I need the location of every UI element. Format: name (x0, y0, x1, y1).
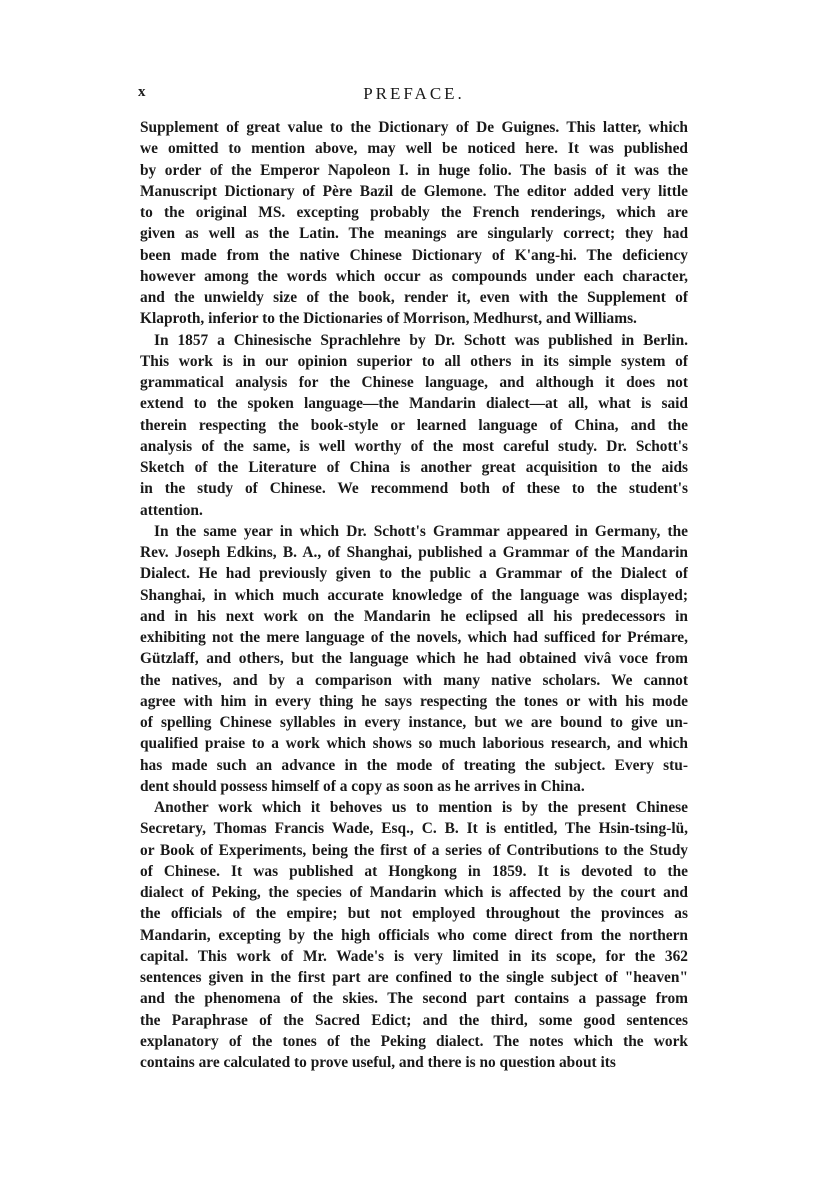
body-text (140, 117, 688, 1073)
text-line: of Chinese. It was published at Hongkong in 1859. It is devoted to the (140, 862, 688, 880)
text-line: grammatical analysis for the Chinese language, and although it does not (140, 374, 688, 391)
text-line: analysis of the same, is well worthy of the most careful study. Dr. Schott's (140, 437, 688, 455)
text-line: dent should possess himself of a copy as soon as he arrives in China. (140, 777, 585, 795)
text-line: however among the words which occur as compounds under each character, (140, 267, 688, 285)
text-line: and in his next work on the Mandarin he eclipsed all his predecessors in (140, 607, 688, 625)
text-line: qualified praise to a work which shows so much laborious research, and which (140, 735, 688, 753)
text-line: explanatory of the tones of the Peking dialect. The notes which the work (140, 1032, 688, 1050)
running-head: PREFACE. (363, 84, 465, 103)
text-line: and the unwieldy size of the book, render it, even with the Supplement of (140, 289, 688, 306)
text-line: Rev. Joseph Edkins, B. A., of Shanghai, published a Grammar of the Mandarin (140, 544, 688, 561)
paragraph (140, 117, 688, 330)
text-line: of spelling Chinese syllables in every instance, but we are bound to give un- (140, 714, 688, 731)
text-line: dialect of Peking, the species of Mandarin which is affected by the court and (140, 884, 688, 901)
text-line: in the study of Chinese. We recommend both of these to the student's (140, 480, 688, 498)
text-line: Manuscript Dictionary of Père Bazil de Glemone. The editor added very little (140, 182, 688, 200)
text-line: or Book of Experiments, being the first of a series of Contributions to the Study (140, 841, 688, 859)
text-line: the Paraphrase of the Sacred Edict; and the third, some good sentences (140, 1011, 688, 1029)
paragraph (140, 797, 688, 1073)
text-line: Klaproth, inferior to the Dictionaries of Morrison, Medhurst, and Williams. (140, 310, 637, 328)
text-line: given as well as the Latin. The meanings are singularly correct; they had (140, 225, 688, 243)
page-number: x (138, 84, 146, 100)
text-line: Gützlaff, and others, but the language which he had obtained vivâ voce from (140, 650, 688, 668)
page-header (138, 84, 690, 106)
text-line: This work is in our opinion superior to all others in its simple system of (140, 352, 688, 370)
text-line: the officials of the empire; but not employed throughout the provinces as (140, 905, 688, 923)
text-line: we omitted to mention above, may well be noticed here. It was published (140, 140, 688, 158)
text-line: has made such an advance in the mode of treating the subject. Every stu- (140, 756, 688, 774)
text-line: Sketch of the Literature of China is another great acquisition to the aids (140, 459, 688, 476)
text-line: sentences given in the first part are confined to the single subject of "heaven" (140, 969, 688, 986)
paragraph (140, 330, 688, 521)
text-line: by order of the Emperor Napoleon I. in huge folio. The basis of it was the (140, 161, 688, 179)
text-line: therein respecting the book-style or learned language of China, and the (140, 416, 688, 434)
text-line: extend to the spoken language—the Mandarin dialect—at all, what is said (140, 395, 688, 413)
text-line: In the same year in which Dr. Schott's Grammar appeared in Germany, the (154, 522, 688, 540)
text-line: Mandarin, excepting by the high officials who come direct from the northern (140, 926, 688, 944)
text-line: In 1857 a Chinesische Sprachlehre by Dr. Schott was published in Berlin. (154, 331, 688, 349)
text-line: been made from the native Chinese Dictionary of K'ang-hi. The deficiency (140, 246, 688, 264)
text-line: to the original MS. excepting probably the French renderings, which are (140, 204, 688, 221)
text-line: Dialect. He had previously given to the public a Grammar of the Dialect of (140, 565, 688, 583)
text-line: exhibiting not the mere language of the novels, which had sufficed for Prémare, (140, 629, 688, 646)
text-line: agree with him in every thing he says respecting the tones or with his mode (140, 692, 688, 710)
text-line: attention. (140, 501, 203, 519)
text-line: the natives, and by a comparison with many native scholars. We cannot (140, 671, 688, 689)
text-line: Supplement of great value to the Dictionary of De Guignes. This latter, which (140, 119, 688, 136)
text-line: contains are calculated to prove useful, and there is no question about its (140, 1054, 616, 1071)
text-line: and the phenomena of the skies. The second part contains a passage from (140, 990, 688, 1008)
text-line: Secretary, Thomas Francis Wade, Esq., C. B. It is entitled, The Hsin-tsing-lü, (140, 820, 688, 838)
text-line: capital. This work of Mr. Wade's is very limited in its scope, for the 362 (140, 947, 688, 965)
text-line: Shanghai, in which much accurate knowledge of the language was displayed; (140, 586, 688, 604)
paragraph (140, 521, 688, 797)
text-line: Another work which it behoves us to mention is by the present Chinese (154, 799, 688, 816)
